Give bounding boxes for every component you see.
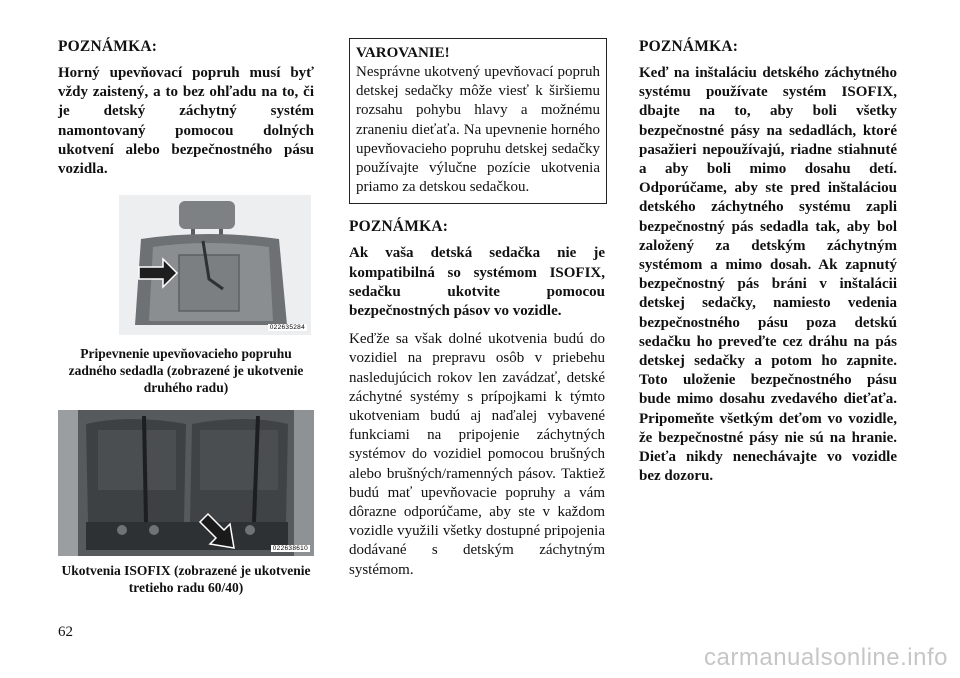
right-column — [639, 38, 897, 486]
seat-tether-figure — [119, 195, 311, 335]
figure-caption: Ukotvenia ISOFIX (zobrazené je ukotvenie tretieho radu 60/40) — [61, 563, 311, 596]
isofix-figure — [58, 410, 314, 556]
isofix-illustration — [58, 410, 314, 556]
note-text: Ak vaša detská sedačka nie je kompatibilná so systémom ISOFIX, sedačku ukotvite pomocou bezpečnostných pásov vo vozidle. — [349, 245, 605, 320]
middle-column — [349, 38, 605, 580]
page-number: 62 — [58, 624, 73, 640]
note-heading: POZNÁMKA: — [639, 38, 739, 55]
note-heading: POZNÁMKA: — [58, 38, 158, 55]
warning-box — [349, 38, 607, 204]
watermark: carmanualsonline.info — [704, 644, 948, 671]
body-text: Keďže sa však dolné ukotvenia budú do vozidiel na prepravu osôb v priebehu nasledujúcich rokov len zavádzať, detské záchytné systémy s prípojkami k týmto ukotveniam budú aj naďalej vybavené funkciami na pripojenie záchytných systémov do vozidiel pomocou brušných alebo brušných/ramenných pásov. Taktiež budú mať upevňovacie popruhy a vám dôrazne odporúčame, aby ste v každom vozidle využili všetky dostupné pripojenia dodávané s detským záchytným systémom. — [349, 331, 605, 578]
figure-caption: Pripevnenie upevňovacieho popruhu zadného sedadla (zobrazené je ukotvenie druhého radu) — [68, 346, 304, 396]
note-text: Keď na inštaláciu detského záchytného systému používate systém ISOFIX, dbajte na to, aby boli všetky bezpečnostné pásy na sedadlách, ktoré pasažieri nepoužívajú, riadne stiahnuté a aby boli mimo dosahu detí. Odporúčame, aby ste pred inštaláciou detského záchytného systému zapli bezpečnostný pás sedadla tak, aby bol založený za detským záchytným systémom a mimo dosah. Ak zapnutý bezpečnostný pás bráni v inštalácii detskej sedačky, namiesto vedenia bezpečnostného pásu poza detskú sedačku ho preveďte cez dráhu na pás detskej sedačky a potom ho zapnite. Toto uloženie bezpečnostného pásu bude mimo dosahu zvedavého dieťaťa. Pripomeňte všetkým deťom vo vozidle, že bezpečnostné pásy nie sú na hranie. Dieťa nikdy nenechávajte vo vozidle bez dozoru. — [639, 65, 897, 485]
note-heading: POZNÁMKA: — [349, 218, 449, 236]
warning-heading: VAROVANIE! — [356, 45, 450, 61]
figure-code: 022638610 — [272, 545, 308, 553]
figure-code: 022635284 — [269, 324, 305, 332]
warning-text: Nesprávne ukotvený upevňovací popruh detskej sedačky môže viesť k širšiemu rozsahu pohybu hlavy a možnému zraneniu dieťaťa. Na upevnenie horného upevňovacieho popruhu detskej sedačky používajte výlučne pozície ukotvenia priamo za detskou sedačkou. — [356, 64, 600, 196]
seat-tether-illustration — [119, 195, 311, 335]
note-text: Horný upevňovací popruh musí byť vždy zaistený, a to bez ohľadu na to, či je detský záchytný systém namontovaný pomocou dolných ukotvení alebo bezpečnostného pásu vozidla. — [58, 65, 314, 178]
left-column — [58, 38, 314, 596]
